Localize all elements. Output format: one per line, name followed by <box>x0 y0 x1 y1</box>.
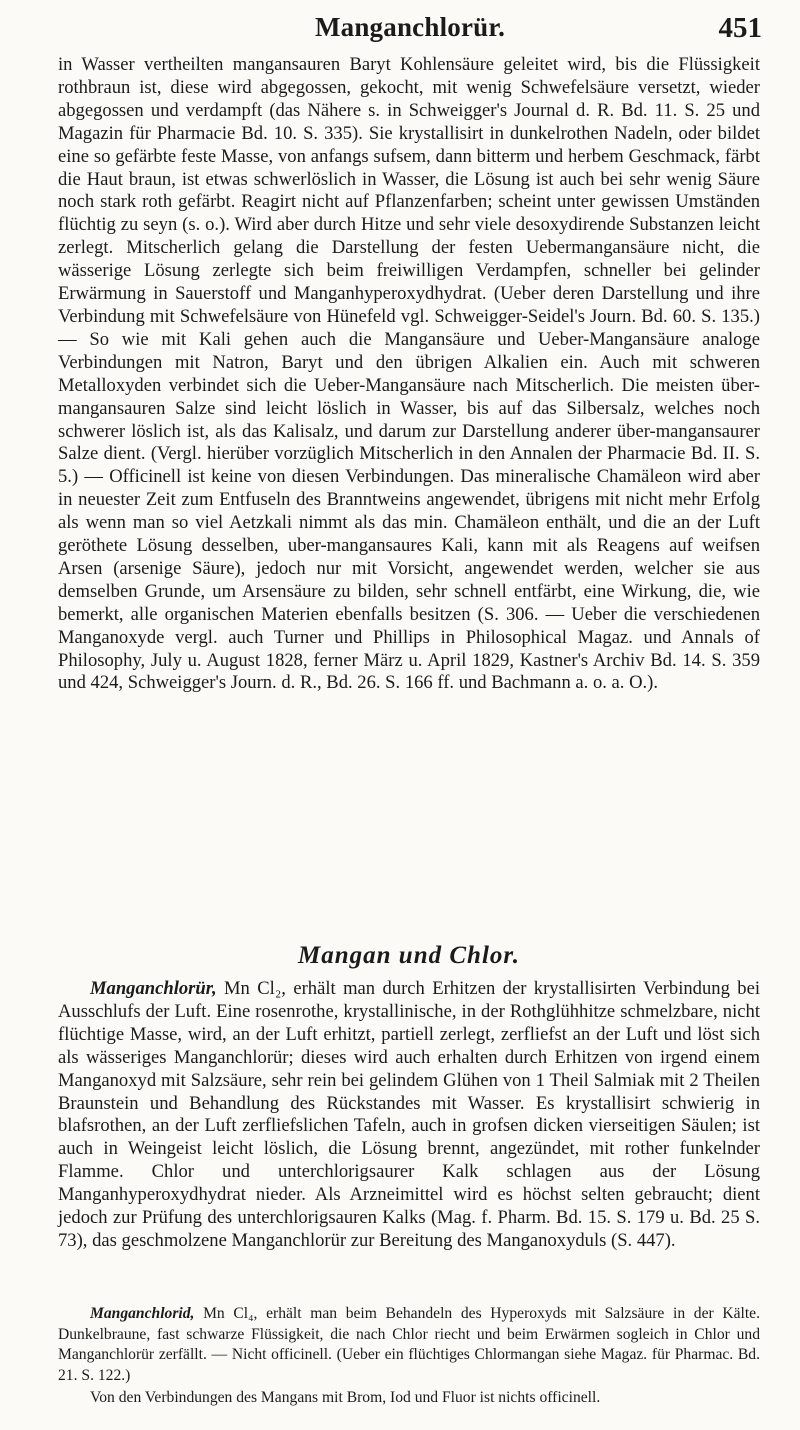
running-head: Manganchlorür. <box>314 12 506 42</box>
lead-term: Manganchlorür, <box>90 978 217 999</box>
paragraph: Von den Verbindungen des Mangans mit Brom, Iod und Fluor ist nichts officinell. <box>90 1389 601 1406</box>
small-print-section <box>58 1304 760 1411</box>
paragraph-body: Mn Cl₂, erhält man durch Erhitzen der krystallisirten Verbindung bei Ausschlufs der Luft. Eine rosenrothe, krystallinische, in der Rothglühhitze schmelzbare, nicht flüchtige Masse, wird, an der Luft erhitzt, partiell zerlegt, zerfliefst an der Luft und löst sich als wässeriges Manganchlorür; dieses wird auch erhalten durch Erhitzen von irgend einem Manganoxyd mit Salzsäure, sehr rein bei gelindem Glühen von 1 Theil Salmiak mit 2 Theilen Braunstein und Behandlung des Rückstandes mit Wasser. Es krystallisirt schwierig in blafsrothen, an der Luft zerfliefslichen Tafeln, auch in grofsen dicken vierseitigen Säulen; ist auch in Weingeist leicht löslich, die Lösung brennt, angezündet, mit rother funkelnder Flamme. Chlor und unterchlorigsaurer Kalk schlagen aus der Lösung Manganhyperoxydhydrat nieder. Als Arzneimittel wird es höchst selten gebraucht; dient jedoch zur Prüfung des unterchlorigsauren Kalks (Mag. f. Pharm. Bd. 15. S. 179 u. Bd. 25 S. 73), das geschmolzene Manganchlorür zur Bereitung des Manganoxyduls (S. 447). <box>58 978 760 1251</box>
lead-term: Manganchlorid, <box>90 1305 195 1322</box>
paragraph-body: Mn Cl₄, erhält man beim Behandeln des Hyperoxyds mit Salzsäure in der Kälte. Dunkelbraune, fast schwarze Flüssigkeit, die nach Chlor riecht und beim Erwärmen sogleich in Chlor und Manganchlorür zerfällt. — Nicht officinell. (Ueber ein flüchtiges Chlormangan siehe Magaz. für Pharmac. Bd. 21. S. 122.) <box>58 1305 760 1384</box>
section-heading: Mangan und Chlor. <box>298 942 520 969</box>
paragraph <box>58 1304 760 1386</box>
section-text <box>58 978 760 1253</box>
page-number: 451 <box>718 12 762 44</box>
paragraph <box>58 978 760 1253</box>
page-header <box>58 6 762 46</box>
body-text <box>58 54 760 695</box>
paragraph: in Wasser vertheilten mangansauren Baryt Kohlensäure geleitet wird, bis die Flüssigkeit rothbraun ist, diese wird abgegossen, gekocht, mit wenig Schwefelsäure versetzt, wieder abgegossen und verdampft (das Nähere s. in Schweigger's Journal d. R. Bd. 11. S. 25 und Magazin für Pharmacie Bd. 10. S. 335). Sie krystallisirt in dunkelrothen Nadeln, oder bildet eine so gefärbte feste Masse, von anfangs sufsem, dann bitterm und herbem Geschmack, färbt die Haut braun, ist etwas schwerlöslich in Wasser, die Lösung ist auch bei sehr wenig Säure noch stark roth gefärbt. Reagirt nicht auf Pflanzenfarben; scheint unter gewissen Umständen flüchtig zu seyn (s. o.). Wird aber durch Hitze und sehr viele desoxydirende Substanzen leicht zerlegt. Mitscherlich gelang die Darstellung der festen Uebermangansäure nicht, die wässerige Lösung zerlegte sich beim freiwilligen Verdampfen, schneller bei gelinder Erwärmung in Sauerstoff und Manganhyperoxydhydrat. (Ueber deren Darstellung und ihre Verbindung mit Schwefelsäure von Hünefeld vgl. Schweigger-Seidel's Journ. Bd. 60. S. 135.) — So wie mit Kali gehen auch die Mangansäure und Ueber-Mangansäure analoge Verbindungen mit Natron, Baryt und den übrigen Alkalien ein. Auch mit schweren Metalloxyden verbindet sich die Ueber-Mangansäure nach Mitscherlich. Die meisten über-mangansauren Salze sind leicht löslich in Wasser, bis auf das Silbersalz, welches noch schwerer löslich ist, als das Kalisalz, und darum zur Darstellung anderer über-mangansaurer Salze dient. (Vergl. hierüber vorzüglich Mitscherlich in den Annalen der Pharmacie Bd. II. S. 5.) — Officinell ist keine von diesen Verbindungen. Das mineralische Chamäleon wird aber in neuester Zeit zum Entfuseln des Branntweins angewendet, übrigens mit nicht mehr Erfolg als wenn man so viel Aetzkali nimmt als das min. Chamäleon enthält, und die an der Luft geröthete Lösung desselben, uber-mangansaures Kali, kann mit als Reagens auf weifsen Arsen (arsenige Säure), jedoch nur mit Vorsicht, angewendet werden, welcher sie aus demselben Grunde, um Arsensäure zu bilden, sehr schnell entfärbt, eine Wirkung, die, wie bemerkt, alle organischen Materien ebenfalls besitzen (S. 306. — Ueber die verschiedenen Manganoxyde vergl. auch Turner und Phillips in Philosophical Magaz. und Annals of Philosophy, July u. August 1828, ferner März u. April 1829, Kastner's Archiv Bd. 14. S. 359 und 424, Schweigger's Journ. d. R., Bd. 26. S. 166 ff. und Bachmann a. o. a. O.). <box>58 54 760 694</box>
